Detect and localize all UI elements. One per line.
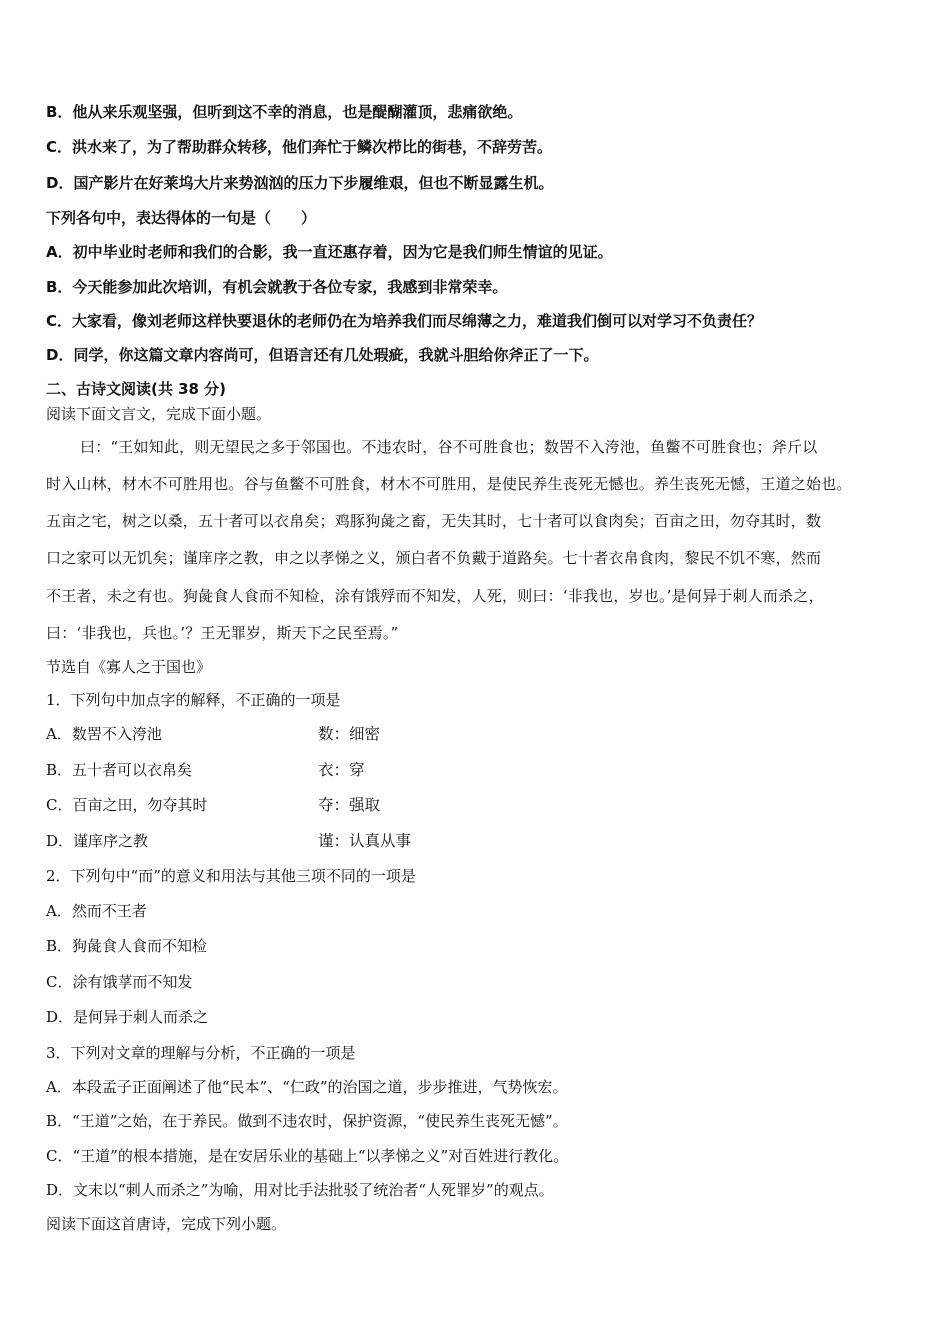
q1-option-b: B．五十者可以衣帛矣 [46,761,193,779]
passage-line: 口之家可以无饥矣；谨庠序之教，申之以孝悌之义，颁白者不负戴于道路矣。七十者衣帛食肉，黎民不饥不寒，然而 [46,549,822,567]
option-a: A．初中毕业时老师和我们的合影，我一直还惠存着，因为它是我们师生情谊的见证。 [46,243,613,261]
passage-line: 五亩之宅，树之以桑，五十者可以衣帛矣；鸡豚狗彘之畜，无失其时，七十者可以食肉矣；百亩之田，勿夺其时，数 [46,512,822,530]
q1-option-a: A．数罟不入洿池 [46,725,162,743]
prev-option-c: C．洪水来了，为了帮助群众转移，他们奔忙于鳞次栉比的街巷，不辞劳苦。 [46,138,553,156]
q3-option-d: D．文末以“刺人而杀之”为喻，用对比手法批驳了统治者“人死罪岁”的观点。 [46,1181,554,1199]
reading-intro: 阅读下面文言文，完成下面小题。 [46,405,272,423]
q2-option-c: C．涂有饿莩而不知发 [46,973,193,991]
q2-option-d: D．是何异于刺人而杀之 [46,1008,209,1026]
q3-option-a: A．本段孟子正面阐述了他“民本”、“仁政”的治国之道，步步推进，气势恢宏。 [46,1078,568,1096]
prev-option-b: B．他从来乐观坚强，但听到这不幸的消息，也是醍醐灌顶，悲痛欲绝。 [46,103,523,121]
section-heading: 二、古诗文阅读(共 38 分) [46,380,227,398]
next-reading-intro: 阅读下面这首唐诗，完成下列小题。 [46,1215,287,1233]
q3-option-b: B．“王道”之始，在于养民。做到不违农时，保护资源，“使民养生丧死无憾”。 [46,1112,568,1130]
q1-option-a-gloss: 数：细密 [318,725,381,743]
q1-option-c: C．百亩之田，勿夺其时 [46,796,208,814]
q1-option-d-gloss: 谨：认真从事 [318,832,412,850]
question-stem: 下列各句中，表达得体的一句是（ ） [46,209,317,227]
q1-option-b-gloss: 衣：穿 [318,761,365,779]
passage-line: 曰：‘非我也，兵也。’？王无罪岁，斯天下之民至焉。” [46,624,399,642]
q2-option-a: A．然而不王者 [46,902,147,920]
q2-stem: 2．下列句中“而”的意义和用法与其他三项不同的一项是 [46,867,416,885]
q3-option-c: C．“王道”的根本措施，是在安居乐业的基础上“以孝悌之义”对百姓进行教化。 [46,1147,569,1165]
passage-line: 不王者，未之有也。狗彘食人食而不知检，涂有饿殍而不知发，人死，则曰：‘非我也，岁也。’是何异于刺人而杀之， [46,587,824,605]
option-d: D．同学，你这篇文章内容尚可，但语言还有几处瑕疵，我就斗胆给你斧正了一下。 [46,346,599,364]
passage-line: 时入山林，材木不可胜用也。谷与鱼鳖不可胜食，材木不可胜用，是使民养生丧死无憾也。养生丧死无憾，王道之始也。 [46,475,852,493]
option-b: B．今天能参加此次培训，有机会就教于各位专家，我感到非常荣幸。 [46,278,508,296]
q2-option-b: B．狗彘食人食而不知检 [46,937,208,955]
q3-stem: 3．下列对文章的理解与分析，不正确的一项是 [46,1044,356,1062]
option-c: C．大家看，像刘老师这样快要退休的老师仍在为培养我们而尽绵薄之力，难道我们倒可以对学习不负责任？ [46,312,763,330]
passage-source: 节选自《寡人之于国也》 [46,658,212,676]
prev-option-d: D．国产影片在好莱坞大片来势汹汹的压力下步履维艰，但也不断显露生机。 [46,174,554,192]
passage-line: 曰：“王如知此，则无望民之多于邻国也。不违农时，谷不可胜食也；数罟不入洿池，鱼鳖不可胜食也；斧斤以 [80,438,818,456]
q1-option-d: D．谨庠序之教 [46,832,149,850]
q1-option-c-gloss: 夺：强取 [318,796,381,814]
q1-stem: 1．下列句中加点字的解释，不正确的一项是 [46,691,341,709]
